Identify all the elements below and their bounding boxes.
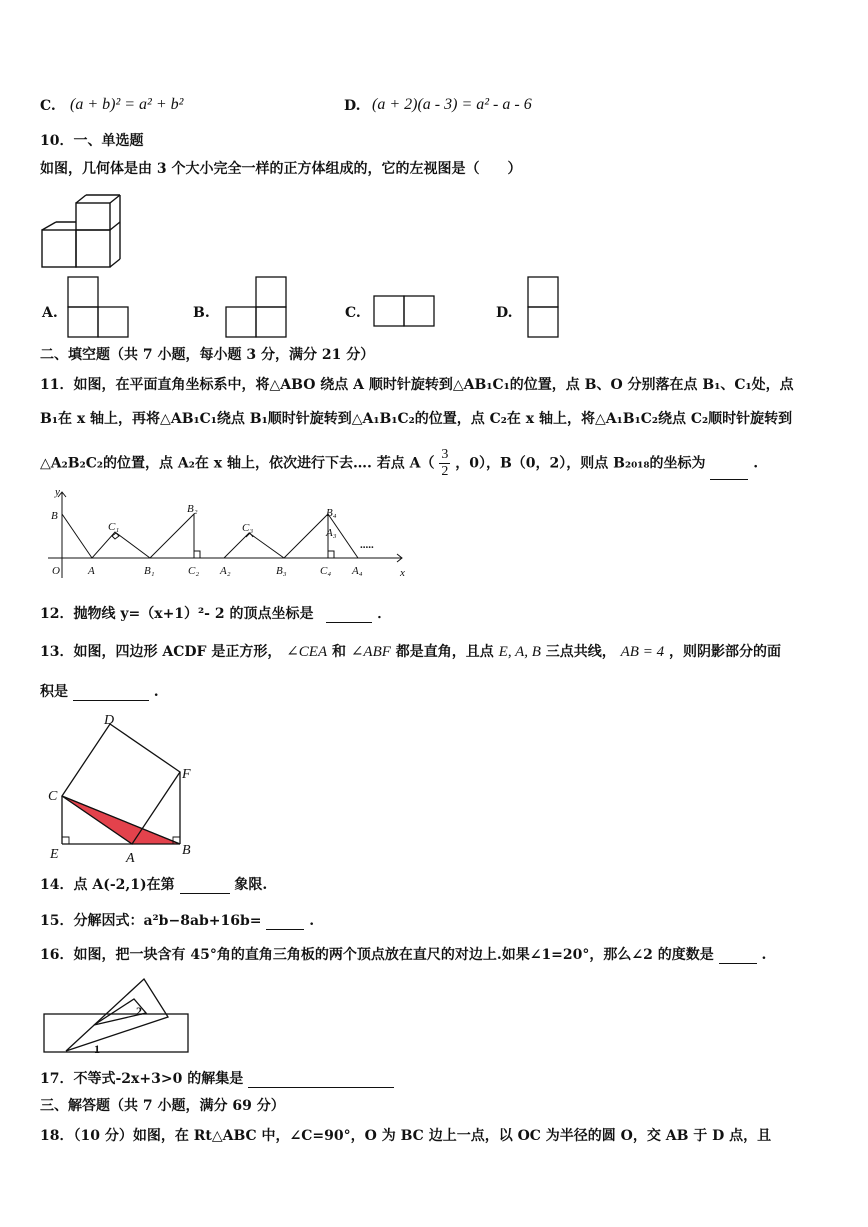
q13-angle-cea: ∠CEA [286,644,328,660]
q18-line: 18．（10 分）如图，在 Rt△ABC 中，∠C=90°，O 为 BC 边上一点，以 OC 为半径的圆 O，交 AB 于 D 点，且 [40,1128,772,1144]
section-3-heading: 三、解答题（共 7 小题，满分 69 分） [40,1098,285,1114]
q16-answer-blank[interactable] [719,945,757,964]
q10-option-c-label[interactable]: C. [345,305,361,321]
q12-line [40,604,391,623]
q17-line [40,1069,394,1088]
q16-line [40,945,766,964]
q10-option-d-label[interactable]: D. [496,305,513,321]
option-d-label: D. [344,98,361,114]
q15-line [40,911,314,930]
q12-answer-blank[interactable] [326,604,372,623]
q11-fraction [439,447,450,480]
q13-line-2 [40,682,159,701]
q11-line-2: B₁在 x 轴上，再将△AB₁C₁绕点 B₁顺时针旋转到△A₁B₁C₂的位置，点 C₂在 x 轴上，将△A₁B₁C₂绕点 C₂顺时针旋转到 [40,411,793,427]
q11-fig-a4-label: A₄ [352,565,363,577]
q13-text-end: ，则阴影部分的面 [668,644,781,660]
q11-fig-b1-label: B₁ [144,565,155,577]
q11-fig-c2-label: C₂ [188,565,200,577]
q13-points: E, A, B [498,644,541,660]
q10-number: 10．一、单选题 [40,133,144,149]
q10-option-c-view[interactable] [372,294,436,330]
q11-fig-x-label: x [400,567,405,579]
q15-answer-blank[interactable] [266,911,304,930]
q11-fraction-numerator: 3 [441,447,449,462]
q15-text: 15．分解因式：a²b−8ab+16b= [40,913,262,929]
q13-fig-c-label: C [48,789,58,804]
q11-line-3 [40,447,758,480]
q11-fig-c3-label: C₃ [242,522,254,534]
q13-line-2-end: . [153,684,159,700]
q13-and: 和 [331,644,351,660]
q13-ab-value: AB = 4 [620,644,665,660]
section-2-heading: 二、填空题（共 7 小题，每小题 3 分，满分 21 分） [40,347,375,363]
q10-option-a-label[interactable]: A. [42,305,58,321]
q14-text: 14．点 A(-2,1)在第 [40,877,175,893]
q11-fig-c4-label: C₄ [320,565,332,577]
q13-line-1 [40,643,781,661]
q13-fig-e-label: E [50,847,59,862]
q12-end: ． [377,606,392,622]
q10-option-b-view[interactable] [224,275,290,339]
q16-text: 16．如图，把一块含有 45°角的直角三角板的两个顶点放在直尺的对边上.如果∠1=20°，那么∠2 的度数是 [40,947,714,963]
q14-answer-blank[interactable] [180,875,230,894]
q11-fig-c1-label: C₁ [108,521,120,533]
q13-text-start: 13．如图，四边形 ACDF 是正方形， [40,644,282,660]
q10-stem: 如图，几何体是由 3 个大小完全一样的正方体组成的，它的左视图是（ ） [40,161,522,177]
q11-fig-y-label: y [55,486,60,498]
q13-line-2-text: 积是 [40,684,68,700]
q11-fig-a-label: A [88,565,95,577]
q11-fig-o-label: O [52,565,60,577]
q11-answer-blank[interactable] [710,461,748,480]
q11-fig-a2-label: A₂ [220,565,231,577]
q11-fig-b3-label: B₃ [276,565,287,577]
q10-solid-figure [38,192,122,272]
q11-line-3-start: △A₂B₂C₂的位置，点 A₂在 x 轴上，依次进行下去…. 若点 A（ [40,455,435,472]
option-d-expression: (a + 2)(a - 3) = a² - a - 6 [372,96,532,113]
option-c-expression: (a + b)² = a² + b² [70,96,184,113]
q11-line-3-end: . [753,455,759,472]
q13-answer-blank[interactable] [73,682,149,701]
q10-option-b-label[interactable]: B. [193,305,210,321]
q16-fig-angle-1-label: 1 [94,1042,100,1056]
q16-fig-angle-2-label: 2 [136,1004,142,1018]
q15-end: . [309,913,315,929]
q17-text: 17．不等式-2x+3>0 的解集是 [40,1071,244,1087]
q11-coordinate-figure [40,486,420,586]
q11-fig-b-label: B [51,510,58,522]
q11-line-1: 11．如图，在平面直角坐标系中，将△ABO 绕点 A 顺时针旋转到△AB₁C₁的位置，点 B、O 分别落在点 B₁、C₁处，点 [40,377,794,393]
q11-fig-a3-label: A₃ [326,527,337,539]
q16-end: . [761,947,767,963]
q11-line-3-mid: ，0），B（0，2），则点 B₂₀₁₈的坐标为 [455,455,706,472]
q11-fig-b4-label: B₄ [326,507,337,519]
q13-fig-f-label: F [182,767,191,782]
q13-fig-a-label: A [126,851,135,866]
q10-option-a-view[interactable] [66,275,132,339]
q13-text-mid: 都是直角，且点 [395,644,494,660]
q13-text-mid2: 三点共线， [545,644,616,660]
q14-line [40,875,267,894]
q13-square-figure [44,710,204,870]
q12-text: 12．抛物线 y=（x+1）²- 2 的顶点坐标是 [40,606,314,622]
q11-fraction-denominator: 2 [441,464,449,479]
q11-fig-dots: ..... [360,539,374,551]
q13-fig-b-label: B [182,843,191,858]
option-c-label: C. [40,98,56,114]
q14-end: 象限. [234,877,268,893]
q13-angle-abf: ∠ABF [350,644,391,660]
q11-fig-b2-label: B₂ [187,503,198,515]
q10-option-d-view[interactable] [526,275,562,339]
q17-answer-blank[interactable] [248,1069,394,1088]
q13-fig-d-label: D [104,713,115,728]
q16-ruler-figure [42,975,192,1057]
